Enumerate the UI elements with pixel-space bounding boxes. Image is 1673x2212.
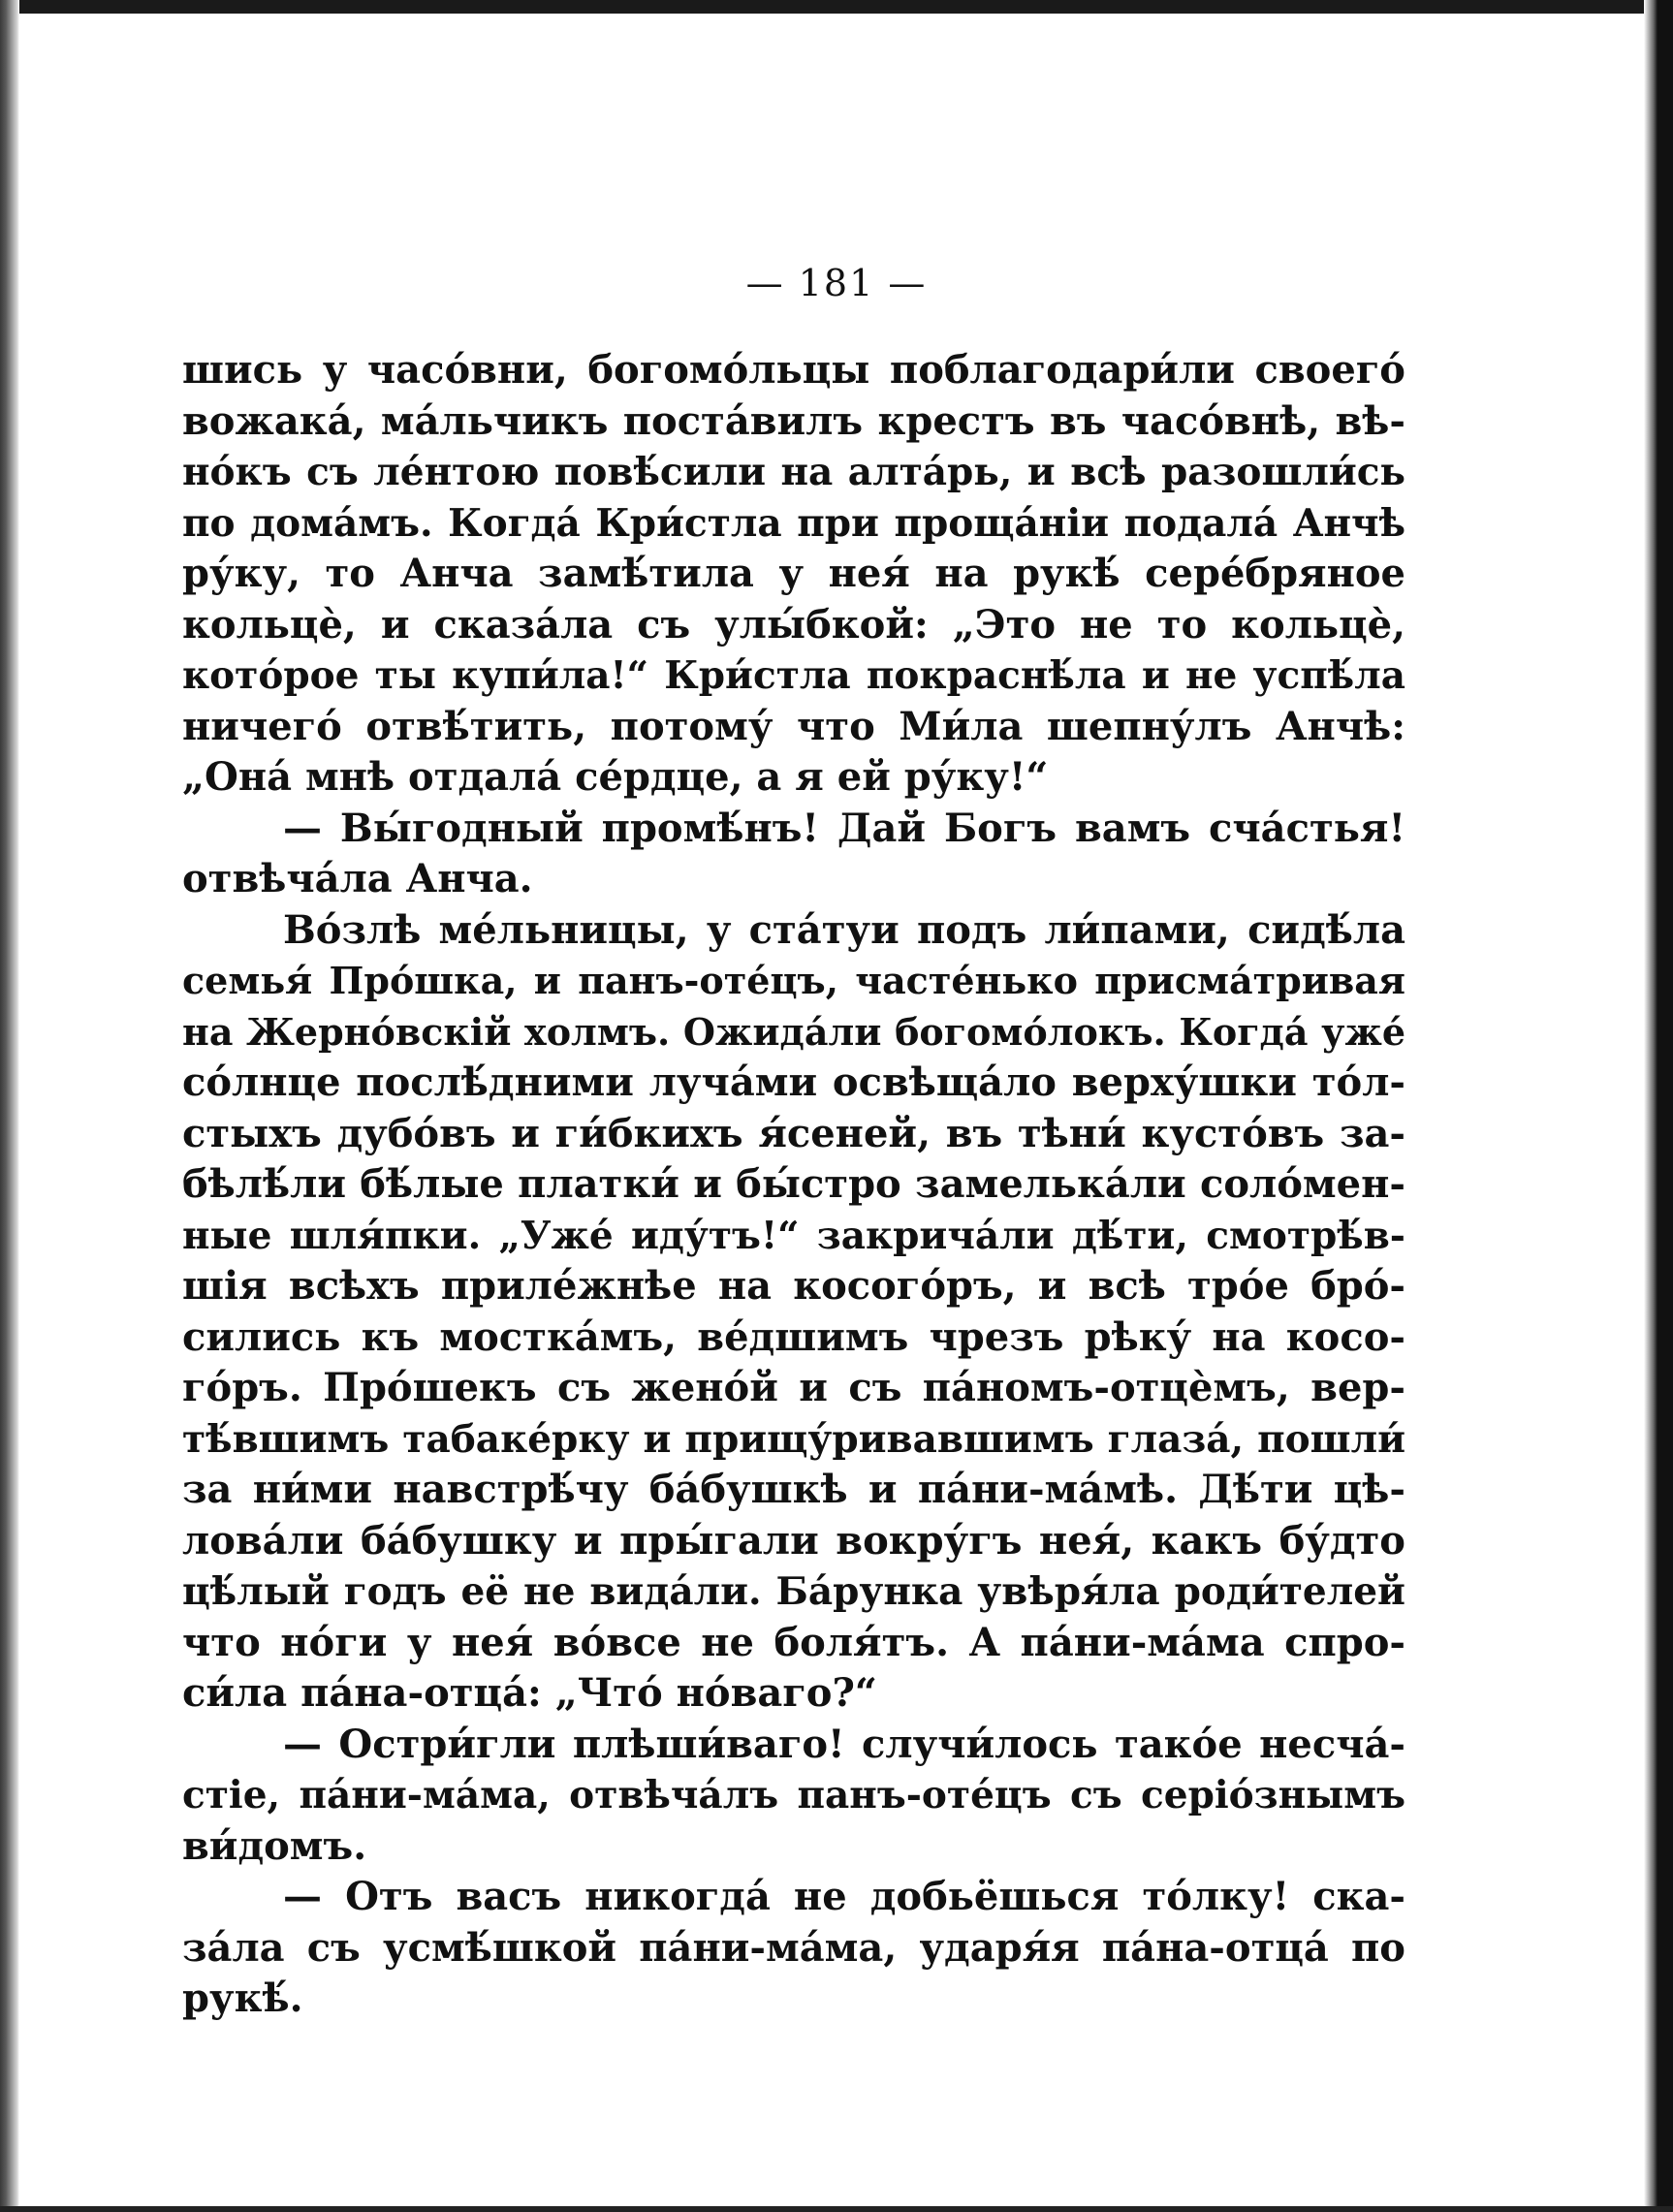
scan-border-bottom [0,2206,1673,2212]
text-line: ничего́ отвѣ́тить, потому́ что Ми́ла шепну́лъ Анчѣ: [182,703,1405,749]
text-line: вожака́, ма́льчикъ поста́вилъ крестъ въ часо́внѣ, вѣ- [182,397,1405,444]
text-line: но́къ съ ле́нтою повѣ́сили на алта́рь, и всѣ разошли́сь [182,450,1405,494]
scan-border-left [0,0,19,2212]
text-line: что но́ги у нея́ во́все не боля́тъ. А па́ни-ма́ма спро- [182,1619,1405,1665]
text-line: цѣ́лый годъ её не вида́ли. Ба́рунка увѣря́ла роди́телей [182,1569,1405,1614]
text-line: ру́ку, то Анча замѣ́тила у нея́ на рукѣ́ сере́бряное [182,551,1405,596]
text-line: — Вы́годный промѣ́нъ! Дай Богъ вамъ сча́стья! [283,805,1405,851]
text-line: го́ръ. Про́шекъ съ жено́й и съ па́номъ-отцѐмъ, вер- [182,1365,1405,1410]
text-line: рукѣ́. [182,1975,303,2021]
text-line: бѣлѣ́ли бѣ́лые платки́ и бы́стро замелька́ли соло́мен- [182,1161,1405,1207]
text-line: отвѣча́ла Анча. [182,856,533,901]
text-line: кото́рое ты купи́ла!“ Кри́стла покраснѣ́ла и не успѣ́ла [182,653,1405,698]
text-line: стыхъ дубо́въ и ги́бкихъ я́сеней, въ тѣни́ кусто́въ за- [182,1110,1405,1156]
text-line: за́ла съ усмѣ́шкой па́ни-ма́ма, ударя́я па́на-отца́ по [182,1924,1405,1971]
text-line: семья́ Про́шка, и панъ-оте́цъ, часте́нько присма́тривая [182,959,1405,1002]
text-line: си́ла па́на-отца́: „Что́ но́ваго?“ [182,1670,877,1716]
text-line: лова́ли ба́бушку и пры́гали вокру́гъ нея́, какъ бу́дто [182,1517,1405,1564]
text-line: „Она́ мнѣ отдала́ се́рдце, а я ей ру́ку!“ [182,754,1049,800]
body-text [182,345,1405,2025]
text-line: — Остри́гли плѣши́ваго! случи́лось тако́е несча́- [283,1721,1405,1767]
text-line: за ни́ми навстрѣ́чу ба́бушкѣ и па́ни-ма́мѣ. Дѣ́ти цѣ- [182,1467,1405,1512]
text-line: шись у часо́вни, богомо́льцы поблагодари́ли своего́ [182,347,1405,393]
text-line: на Жерно́вскій холмъ. Ожида́ли богомо́локъ. Когда́ уже́ [182,1009,1405,1054]
page-number: — 181 — [745,262,928,304]
text-line: шія всѣхъ приле́жнѣе на косого́ръ, и всѣ тро́е бро́- [182,1263,1405,1309]
text-line: тѣ́вшимъ табаке́рку и прищу́ривавшимъ глаза́, пошли́ [182,1416,1405,1462]
text-line: ные шля́пки. „Уже́ иду́тъ!“ закрича́ли дѣ́ти, смотрѣ́в- [182,1213,1405,1258]
text-line: ви́домъ. [182,1822,367,1869]
text-line: со́лнце послѣ́дними луча́ми освѣща́ло верху́шки то́л- [182,1059,1405,1105]
text-line: — Отъ васъ никогда́ не добьёшься то́лку! ска- [283,1874,1405,1919]
text-line: Во́злѣ ме́льницы, у ста́туи подъ ли́пами, сидѣ́ла [283,906,1405,953]
scan-border-top [0,0,1673,14]
text-line: по дома́мъ. Когда́ Кри́стла при проща́ніи подала́ Анчѣ [182,500,1405,546]
text-line: стіе, па́ни-ма́ма, отвѣча́лъ панъ-оте́цъ съ серіо́знымъ [182,1773,1405,1817]
text-line: кольцѐ, и сказа́ла съ улы́бкой: „Это не то кольцѐ, [182,601,1405,648]
text-line: сились къ мостка́мъ, ве́дшимъ чрезъ рѣку́ на косо- [182,1313,1405,1360]
scan-border-right [1644,0,1673,2212]
